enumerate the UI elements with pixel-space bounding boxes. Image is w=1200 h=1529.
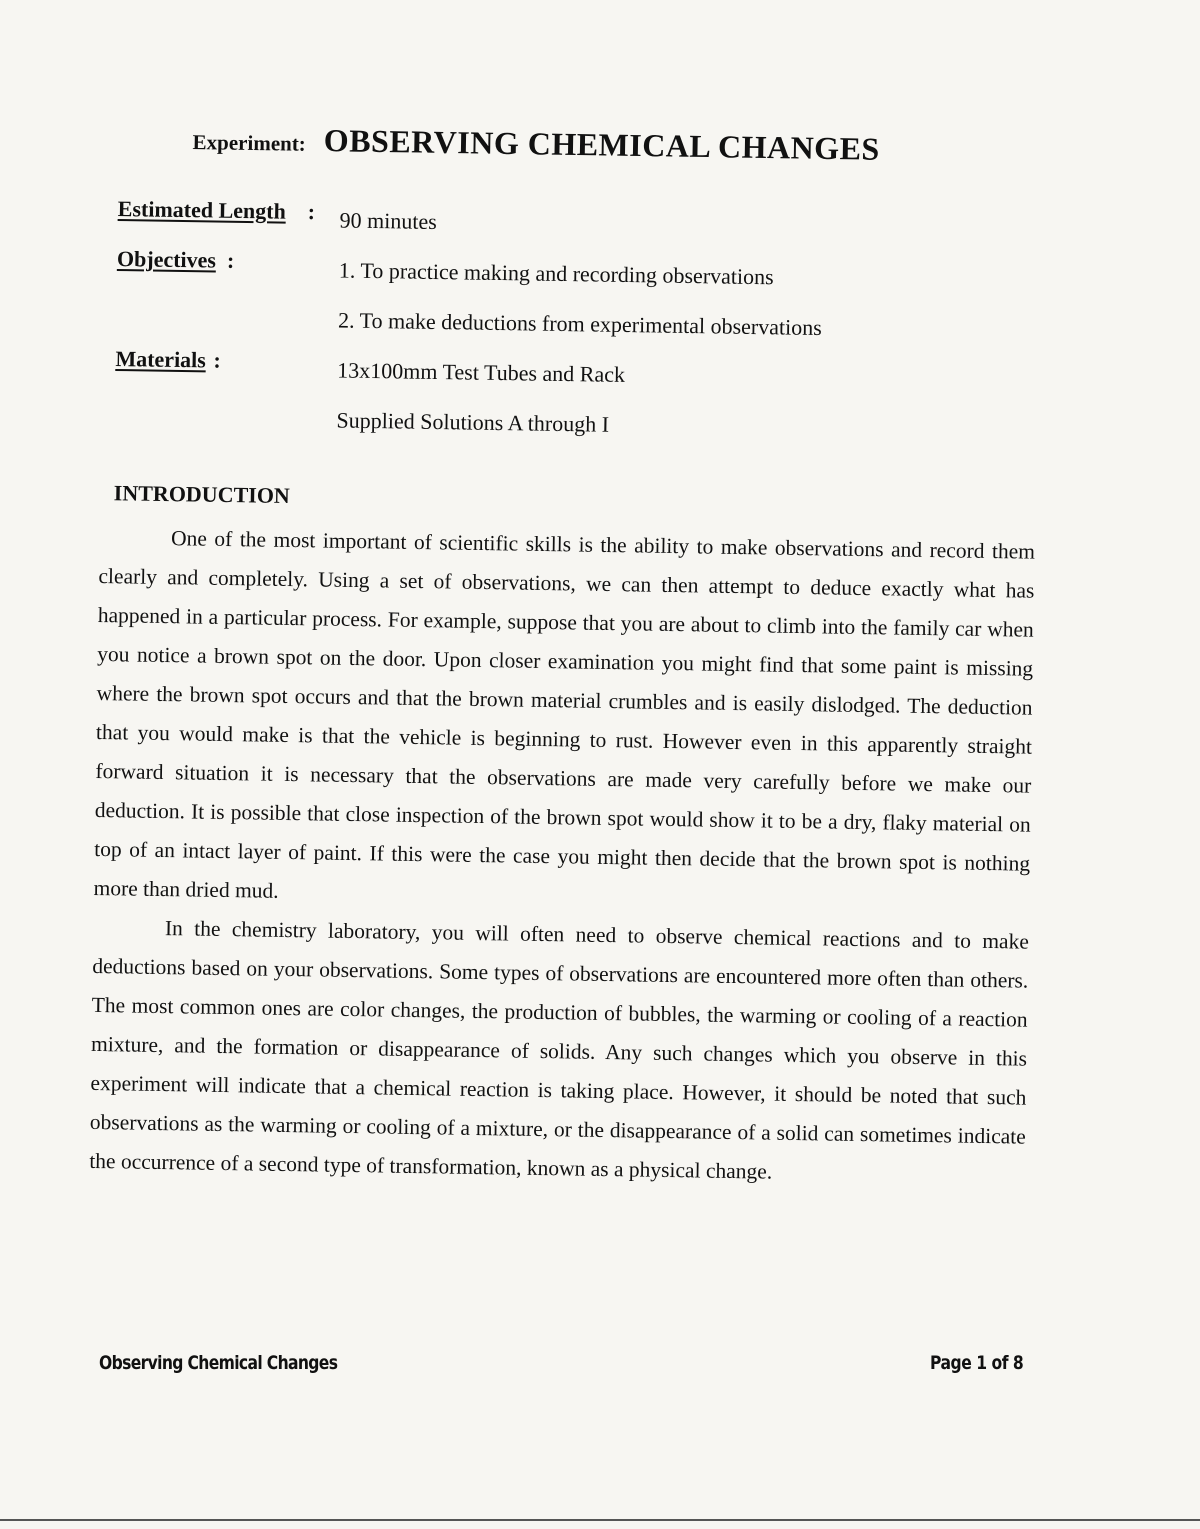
- introduction-heading: INTRODUCTION: [113, 480, 291, 508]
- introduction-paragraph-2: In the chemistry laboratory, you will often need to observe chemical reactions and to make deductions based on your observations. Some types of observations are encountered more often than others. The most common ones are color changes, the production of bubbles, the warming or cooling of a reaction mixture, and the formation or disappearance of solids. Any such changes which you observe in this experiment will indicate that a chemical reaction is taking place. However, it should be noted that such observations as the warming or cooling of a mixture, or the disappearance of a solid can sometimes indicate the occurrence of a second type of transformation, known as a physical change.: [89, 916, 1030, 1184]
- materials-item: Supplied Solutions A through I: [336, 407, 610, 437]
- experiment-label: Experiment:: [192, 129, 306, 156]
- experiment-title: OBSERVING CHEMICAL CHANGES: [323, 122, 881, 167]
- objective-item: 1. To practice making and recording observations: [338, 257, 774, 290]
- estimated-length-colon: :: [307, 198, 316, 225]
- experiment-title-row: [192, 120, 992, 170]
- objectives-label: Objectives: [116, 245, 217, 273]
- estimated-length-label: Estimated Length: [117, 196, 287, 224]
- page-edge-divider: [0, 1519, 1200, 1521]
- estimated-length-value: 90 minutes: [339, 207, 438, 235]
- introduction-paragraph-1: One of the most important of scientific skills is the ability to make observations and record them clearly and completely. Using a set of observations, we can then attempt to deduce exactly what has happened in a particular process. For example, suppose that you are about to climb into the family car when you notice a brown spot on the door. Upon closer examination you might find that some paint is missing where the brown spot occurs and that the brown material crumbles and is easily dislodged. The deduction that you would make is that the vehicle is beginning to rust. However even in this apparently straight forward situation it is necessary that the observations are made very carefully before we make our deduction. It is possible that close inspection of the brown spot would show it to be a dry, flaky material on top of an intact layer of paint. If this were the case you might then decide that the brown spot is nothing more than dried mud.: [93, 526, 1036, 903]
- footer-title: Observing Chemical Changes: [99, 1352, 338, 1374]
- introduction-section: [89, 480, 1036, 1196]
- footer-page-number: Page 1 of 8: [930, 1352, 1024, 1374]
- objective-item: 2. To make deductions from experimental observations: [337, 307, 822, 341]
- materials-colon: :: [213, 347, 221, 373]
- experiment-meta: [114, 196, 1018, 460]
- objectives-colon: :: [226, 247, 235, 273]
- materials-item: 13x100mm Test Tubes and Rack: [337, 357, 626, 387]
- materials-label: Materials: [115, 345, 207, 373]
